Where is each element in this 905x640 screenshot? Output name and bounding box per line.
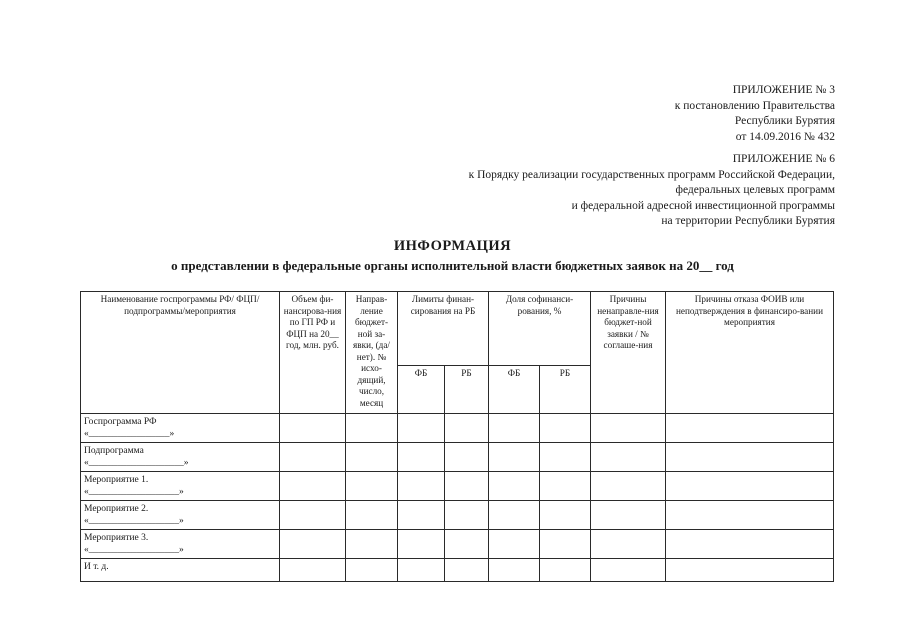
row-label (81, 414, 280, 443)
appendix-3-header (675, 83, 835, 145)
table-cell (666, 501, 834, 530)
row-label-line1: Мероприятие 2. (84, 504, 149, 514)
table-cell (666, 472, 834, 501)
table-cell (489, 530, 540, 559)
document-subtitle: о представлении в федеральные органы исполнительной власти бюджетных заявок на 20__ год (171, 258, 734, 273)
row-label (81, 443, 280, 472)
row-label-line2: «___________________» (84, 487, 184, 497)
header-volume: Объем фи-нансирова-ния по ГП РФ и ФЦП на 20__ год, млн. руб. (280, 292, 346, 414)
appendix-6-header (469, 152, 835, 230)
row-label-line2: «___________________» (84, 545, 184, 555)
row-label (81, 501, 280, 530)
table-cell (280, 530, 346, 559)
table-cell (489, 472, 540, 501)
table-cell (591, 472, 666, 501)
table-cell (666, 530, 834, 559)
document-title: ИНФОРМАЦИЯ (393, 238, 512, 254)
table-cell (666, 414, 834, 443)
table-cell (489, 559, 540, 582)
table-row (81, 501, 834, 530)
budget-requests-table (80, 291, 834, 582)
table-row (81, 530, 834, 559)
appendix-3-line: к постановлению Правительства (674, 99, 835, 112)
table-row (81, 443, 834, 472)
table-cell (346, 443, 398, 472)
table-cell (280, 559, 346, 582)
table-cell (489, 443, 540, 472)
table-cell (591, 414, 666, 443)
table-cell (666, 443, 834, 472)
appendix-6-line: на территории Республики Бурятия (661, 215, 835, 227)
table-cell (346, 472, 398, 501)
table-cell (280, 501, 346, 530)
header-reasons-not-sent: Причины ненаправле-ния бюджет-ной заявки / № соглаше-ния (591, 292, 666, 414)
row-label-line2: «___________________» (84, 516, 184, 526)
table-cell (591, 559, 666, 582)
table-cell (398, 501, 445, 530)
row-label-line1: Подпрограмма (84, 446, 144, 456)
header-share-fb: ФБ (489, 366, 540, 414)
table-cell (346, 530, 398, 559)
row-label-line2: «____________________» (84, 458, 189, 468)
appendix-3-line: ПРИЛОЖЕНИЕ № 3 (732, 84, 835, 96)
table-cell (398, 559, 445, 582)
table-cell (445, 414, 489, 443)
table-cell (445, 559, 489, 582)
row-label-line1: Мероприятие 3. (84, 533, 149, 543)
table-cell (591, 443, 666, 472)
table-cell (398, 530, 445, 559)
row-label-line2: И т. д. (84, 562, 109, 572)
table-cell (398, 414, 445, 443)
table-cell (398, 472, 445, 501)
appendix-6-line: к Порядку реализации государственных программ Российской Федерации, (468, 168, 835, 181)
table-cell (591, 501, 666, 530)
table-cell (489, 501, 540, 530)
table-cell (540, 559, 591, 582)
header-share: Доля софинанси-рования, % (489, 292, 591, 366)
table-row (81, 559, 834, 582)
row-label (81, 472, 280, 501)
table-cell (540, 530, 591, 559)
row-label-line1: Госпрограмма РФ (84, 417, 157, 427)
appendix-6-line: федеральных целевых программ (675, 184, 835, 196)
row-label (81, 559, 280, 582)
header-share-rb: РБ (540, 366, 591, 414)
header-direction: Направ-ление бюджет-ной за-явки, (да/нет). № исхо-дящий, число, месяц (346, 292, 398, 414)
table-cell (540, 472, 591, 501)
header-limits: Лимиты финан-сирования на РБ (398, 292, 489, 366)
table-cell (280, 443, 346, 472)
table-cell (540, 501, 591, 530)
table-cell (445, 472, 489, 501)
appendix-6-line: ПРИЛОЖЕНИЕ № 6 (732, 153, 835, 165)
table-cell (280, 472, 346, 501)
table-cell (540, 414, 591, 443)
table-cell (398, 443, 445, 472)
row-label-line1: Мероприятие 1. (84, 475, 149, 485)
appendix-3-line: от 14.09.2016 № 432 (735, 130, 835, 143)
table-cell (346, 414, 398, 443)
appendix-6-line: и федеральной адресной инвестиционной программы (571, 199, 835, 212)
table-cell (346, 559, 398, 582)
table-cell (445, 443, 489, 472)
header-name: Наименование госпрограммы РФ/ ФЦП/подпрограммы/мероприятия (81, 292, 280, 414)
table-cell (445, 530, 489, 559)
table-cell (540, 443, 591, 472)
header-limits-fb: ФБ (398, 366, 445, 414)
row-label-line2: «_________________» (84, 429, 175, 439)
table-cell (591, 530, 666, 559)
table-row (81, 414, 834, 443)
table-cell (489, 414, 540, 443)
table-cell (445, 501, 489, 530)
table-cell (280, 414, 346, 443)
row-label (81, 530, 280, 559)
table-cell (666, 559, 834, 582)
header-limits-rb: РБ (445, 366, 489, 414)
table-row (81, 472, 834, 501)
table-cell (346, 501, 398, 530)
header-reasons-refusal: Причины отказа ФОИВ или неподтверждения в финансиро-вании мероприятия (666, 292, 834, 414)
appendix-3-line: Республики Бурятия (734, 115, 835, 127)
